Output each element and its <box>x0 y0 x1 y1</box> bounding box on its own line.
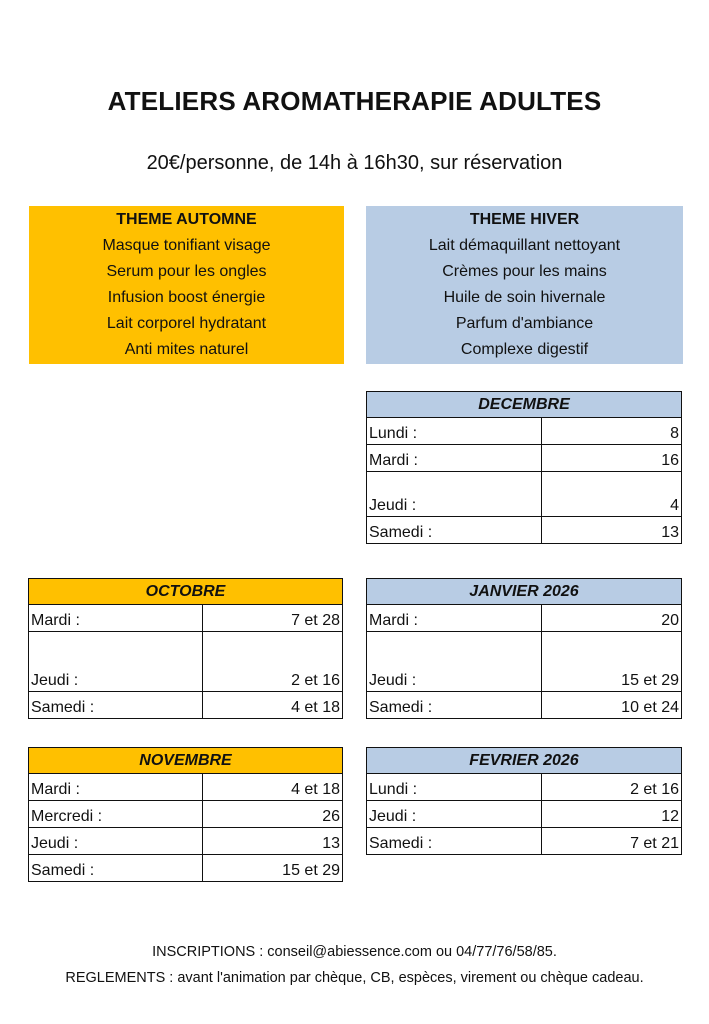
date-cell: 15 et 29 <box>203 855 343 882</box>
day-cell: Samedi : <box>367 692 542 719</box>
table-row <box>367 418 682 445</box>
day-cell: Jeudi : <box>367 801 542 828</box>
table-row <box>29 605 343 632</box>
footer-reglements: REGLEMENTS : avant l'animation par chèque, CB, espèces, virement ou chèque cadeau. <box>65 970 644 986</box>
date-cell: 12 <box>542 801 682 828</box>
theme-autumn-item: Infusion boost énergie <box>107 289 266 306</box>
date-cell: 7 et 28 <box>203 605 343 632</box>
date-cell: 26 <box>203 801 343 828</box>
date-cell: 4 et 18 <box>203 774 343 801</box>
day-cell: Jeudi : <box>367 472 542 517</box>
table-row <box>29 774 343 801</box>
date-cell: 7 et 21 <box>542 828 682 855</box>
day-cell: Lundi : <box>367 418 542 445</box>
theme-winter-title: THEME HIVER <box>469 211 580 228</box>
table-row <box>367 472 682 517</box>
day-cell: Samedi : <box>367 517 542 544</box>
table-row <box>29 632 343 692</box>
day-cell: Mardi : <box>29 605 203 632</box>
table-row <box>29 828 343 855</box>
table-fevrier <box>366 747 682 855</box>
table-row <box>367 445 682 472</box>
theme-winter-box <box>366 206 683 364</box>
table-row <box>29 801 343 828</box>
table-row <box>367 774 682 801</box>
table-title: JANVIER 2026 <box>367 579 682 605</box>
table-decembre <box>366 391 682 544</box>
table-row <box>367 801 682 828</box>
day-cell: Mardi : <box>367 445 542 472</box>
date-cell: 13 <box>542 517 682 544</box>
day-cell: Samedi : <box>367 828 542 855</box>
page-title: ATELIERS AROMATHERAPIE ADULTES <box>107 86 602 116</box>
day-cell: Jeudi : <box>367 632 542 692</box>
day-cell: Mardi : <box>367 605 542 632</box>
date-cell: 4 <box>542 472 682 517</box>
date-cell: 4 et 18 <box>203 692 343 719</box>
day-cell: Samedi : <box>29 692 203 719</box>
table-novembre <box>28 747 343 882</box>
day-cell: Jeudi : <box>29 632 203 692</box>
table-title: OCTOBRE <box>29 579 343 605</box>
table-row <box>367 605 682 632</box>
theme-autumn-item: Anti mites naturel <box>124 341 249 358</box>
table-octobre <box>28 578 343 719</box>
table-row <box>367 517 682 544</box>
table-title: DECEMBRE <box>367 392 682 418</box>
theme-autumn-title: THEME AUTOMNE <box>116 211 257 228</box>
table-row <box>29 855 343 882</box>
date-cell: 10 et 24 <box>542 692 682 719</box>
table-title: FEVRIER 2026 <box>367 748 682 774</box>
theme-autumn-item: Lait corporel hydratant <box>106 315 267 332</box>
theme-winter-item: Lait démaquillant nettoyant <box>428 237 621 254</box>
theme-winter-item: Crèmes pour les mains <box>442 263 607 280</box>
table-row <box>29 692 343 719</box>
theme-winter-item: Huile de soin hivernale <box>443 289 606 306</box>
date-cell: 2 et 16 <box>203 632 343 692</box>
date-cell: 20 <box>542 605 682 632</box>
date-cell: 13 <box>203 828 343 855</box>
theme-autumn-item: Serum pour les ongles <box>106 263 267 280</box>
price-subtitle: 20€/personne, de 14h à 16h30, sur réservation <box>146 152 563 174</box>
day-cell: Jeudi : <box>29 828 203 855</box>
day-cell: Samedi : <box>29 855 203 882</box>
table-title: NOVEMBRE <box>29 748 343 774</box>
day-cell: Lundi : <box>367 774 542 801</box>
date-cell: 15 et 29 <box>542 632 682 692</box>
day-cell: Mercredi : <box>29 801 203 828</box>
theme-winter-item: Parfum d'ambiance <box>455 315 594 332</box>
theme-autumn-box <box>29 206 344 364</box>
table-row <box>367 828 682 855</box>
theme-winter-item: Complexe digestif <box>460 341 589 358</box>
date-cell: 2 et 16 <box>542 774 682 801</box>
footer-inscriptions: INSCRIPTIONS : conseil@abiessence.com ou 04/77/76/58/85. <box>152 944 557 960</box>
table-row <box>367 692 682 719</box>
table-janvier <box>366 578 682 719</box>
date-cell: 16 <box>542 445 682 472</box>
table-row <box>367 632 682 692</box>
day-cell: Mardi : <box>29 774 203 801</box>
date-cell: 8 <box>542 418 682 445</box>
theme-autumn-item: Masque tonifiant visage <box>102 237 271 254</box>
